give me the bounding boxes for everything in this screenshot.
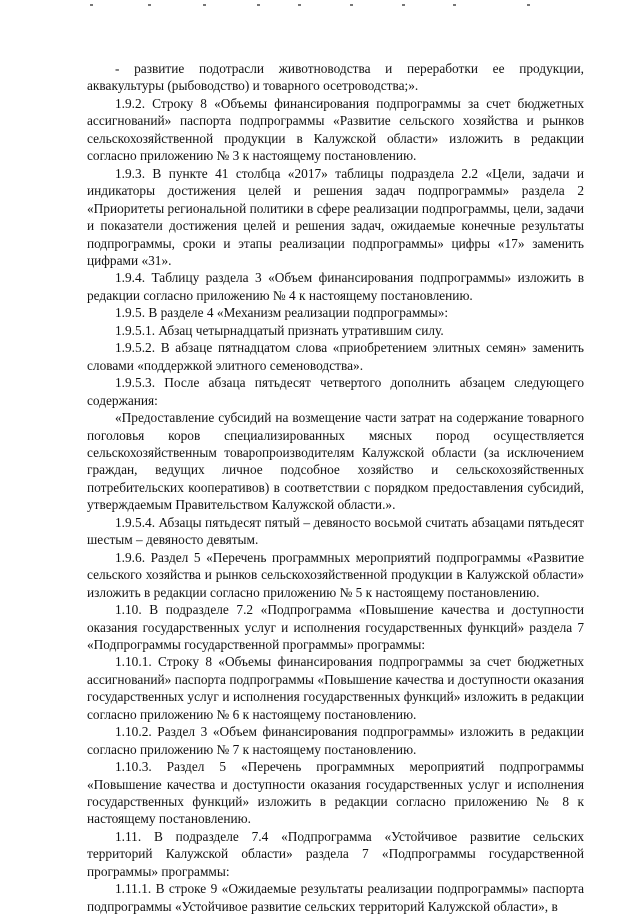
paragraph-1-9-6: 1.9.6. Раздел 5 «Перечень программных мероприятий подпрограммы «Развитие сельского хозяйства и рынков сельскохозяйственной продукции в Калужской области» изложить в редакции согласно приложению № 5 к настоящему постановлению.: [87, 549, 584, 600]
paragraph-1-9-5-1: 1.9.5.1. Абзац четырнадцатый признать утратившим силу.: [115, 322, 444, 338]
paragraph-1-9-2: 1.9.2. Строку 8 «Объемы финансирования подпрограммы за счет бюджетных ассигнований» паспорта подпрограммы «Развитие сельского хозяйства и рынков сельскохозяйственной продукции в Калужской области» изложить в редакции согласно приложению № 3 к настоящему постановлению.: [87, 95, 584, 164]
scan-top-edge-marks: [87, 4, 584, 8]
paragraph-1-9-5: 1.9.5. В разделе 4 «Механизм реализации подпрограммы»:: [115, 305, 449, 321]
paragraph-1-10-2: 1.10.2. Раздел 3 «Объем финансирования подпрограммы» изложить в редакции согласно приложению № 7 к настоящему постановлению.: [87, 724, 584, 757]
paragraph-1-11-1: 1.11.1. В строке 9 «Ожидаемые результаты реализации подпрограммы» паспорта подпрограммы «Устойчивое развитие сельских территорий Калужской области», в: [87, 881, 584, 914]
paragraph-1-10-3: 1.10.3. Раздел 5 «Перечень программных мероприятий подпрограммы «Повышение качества и доступности оказания государственных услуг и исполнения государственных функций» изложить в редакции согласно приложению № 8 к настоящему постановлению.: [87, 759, 584, 827]
paragraph-1-9-5-3: 1.9.5.3. После абзаца пятьдесят четвертого дополнить абзацем следующего содержания:: [87, 375, 584, 408]
paragraph-1-9-5-4: 1.9.5.4. Абзацы пятьдесят пятый – девяносто восьмой считать абзацами пятьдесят шестым – девяносто девятым.: [87, 514, 584, 548]
document-body: [87, 60, 584, 915]
paragraph-1-9-5-2: 1.9.5.2. В абзаце пятнадцатом слова «приобретением элитных семян» заменить словами «поддержкой элитного семеноводства».: [87, 340, 584, 373]
paragraph-1-10: 1.10. В подразделе 7.2 «Подпрограмма «Повышение качества и доступности оказания государственных услуг и исполнения государственных функций» раздела 7 «Подпрограммы государственной программы» программы:: [87, 602, 584, 652]
paragraph-1-10-1: 1.10.1. Строку 8 «Объемы финансирования подпрограммы за счет бюджетных ассигнований» паспорта подпрограммы «Повышение качества и доступности оказания государственных услуг и исполнения государственных функций» изложить в редакции согласно приложению № 6 к настоящему постановлению.: [87, 654, 584, 722]
paragraph-1-11: 1.11. В подразделе 7.4 «Подпрограмма «Устойчивое развитие сельских территорий Калужской области» раздела 7 «Подпрограммы государственной программы» программы:: [87, 828, 584, 879]
paragraph-1-9-3: 1.9.3. В пункте 41 столбца «2017» таблицы подраздела 2.2 «Цели, задачи и индикаторы достижения целей и решения задач подпрограммы» раздела 2 «Приоритеты региональной политики в сфере реализации подпрограммы, цели, задачи и показатели достижения целей и решения задач, ожидаемые конечные результаты подпрограммы, сроки и этапы реализации подпрограммы» цифры «17» заменить цифрами «31».: [87, 165, 584, 268]
paragraph-1-9-4: 1.9.4. Таблицу раздела 3 «Объем финансирования подпрограммы» изложить в редакции согласно приложению № 4 к настоящему постановлению.: [87, 270, 584, 303]
paragraph-list-item-animal-husbandry: - развитие подотрасли животноводства и переработки ее продукции, аквакультуры (рыбоводство) и товарного осетроводства;».: [87, 61, 584, 94]
document-page: [87, 0, 584, 914]
paragraph-quoted-subsidy: «Предоставление субсидий на возмещение части затрат на содержание товарного поголовья коров специализированных мясных пород осуществляется сельскохозяйственным товаропроизводителям Калужской области (за исключением граждан, ведущих личное подсобное хозяйство и сельскохозяйственных потребительских кооперативов) в соответствии с порядком предоставления субсидий, утверждаемым Правительством Калужской области.».: [87, 410, 584, 513]
